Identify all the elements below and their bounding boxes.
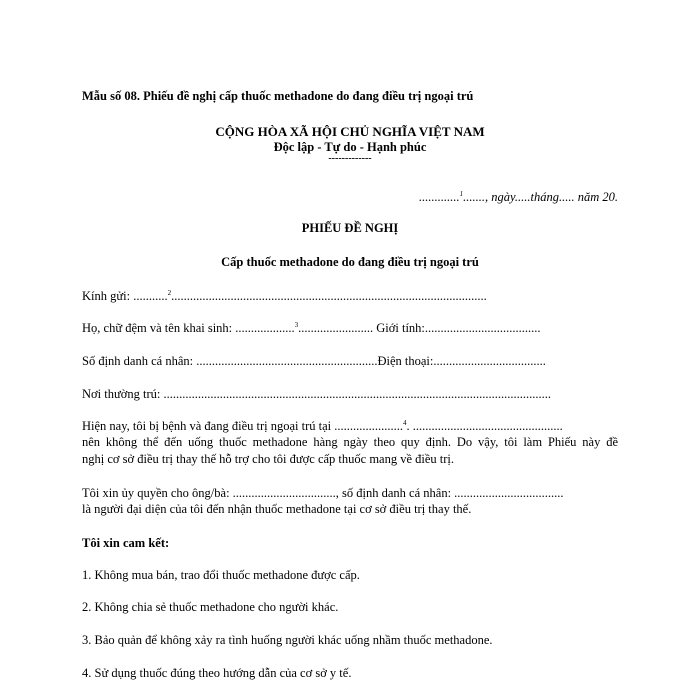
id-line: Số định danh cá nhân: ..........................................................Điện thoại:....................................: [82, 354, 546, 368]
kinh-gui-label: Kính gửi: ...........: [82, 289, 168, 303]
statement-line-3: nghị cơ sở điều trị thay thế hỗ trợ cho tôi được cấp thuốc mang về điều trị.: [82, 452, 455, 466]
kinh-gui-line: [82, 289, 487, 304]
date-place: .............: [419, 190, 460, 204]
commitment-item: 2. Không chia sẻ thuốc methadone cho người khác.: [82, 600, 339, 614]
footnote-ref-2: 2: [167, 289, 172, 297]
residence-line: Nơi thường trú: ............................................................................................................................: [82, 387, 551, 401]
authorize-line-1: Tôi xin ủy quyền cho ông/bà: ................................., số định danh cá nhân: ...................................: [82, 486, 564, 500]
gender-label: ........................ Giới tính:.....................................: [298, 321, 541, 335]
document-title: PHIẾU ĐỀ NGHỊ: [301, 221, 399, 235]
statement-text-a: Hiện nay, tôi bị bệnh và đang điều trị ngoại trú tại ......................: [82, 419, 404, 433]
kinh-gui-dots: .....................................................................................................: [171, 289, 487, 303]
name-label: Họ, chữ đệm và tên khai sinh: ...................: [82, 321, 295, 335]
footnote-ref-4: 4: [403, 419, 407, 427]
national-header-motto: Độc lập - Tự do - Hạnh phúc: [273, 140, 427, 154]
commit-heading: Tôi xin cam kết:: [82, 536, 170, 550]
statement-text-b: . ................................................: [406, 419, 563, 433]
national-header-divider: -------------: [328, 153, 372, 164]
statement-line-2: nên không thể đến uống thuốc methadone hàng ngày theo quy định. Do vậy, tôi làm Phiếu này đề: [82, 435, 618, 449]
date-text: ......., ngày.....tháng..... năm 20.: [463, 190, 618, 204]
statement-line-1: [82, 419, 563, 434]
footnote-ref-1: 1: [459, 190, 464, 198]
commitment-item: 3. Bảo quản để không xảy ra tình huống người khác uống nhầm thuốc methadone.: [82, 633, 493, 647]
date-line: [419, 190, 618, 205]
form-title: Mẫu số 08. Phiếu đề nghị cấp thuốc methadone do đang điều trị ngoại trú: [82, 89, 474, 103]
name-line: [82, 321, 541, 336]
authorize-line-2: là người đại diện của tôi đến nhận thuốc methadone tại cơ sở điều trị thay thế.: [82, 502, 472, 516]
document-subtitle: Cấp thuốc methadone do đang điều trị ngoại trú: [221, 255, 479, 269]
national-header-country: CỘNG HÒA XÃ HỘI CHỦ NGHĨA VIỆT NAM: [215, 124, 485, 139]
footnote-ref-3: 3: [294, 321, 299, 329]
commitment-item: 1. Không mua bán, trao đổi thuốc methadone được cấp.: [82, 568, 360, 582]
commitment-item: 4. Sử dụng thuốc đúng theo hướng dẫn của cơ sở y tế.: [82, 666, 352, 680]
